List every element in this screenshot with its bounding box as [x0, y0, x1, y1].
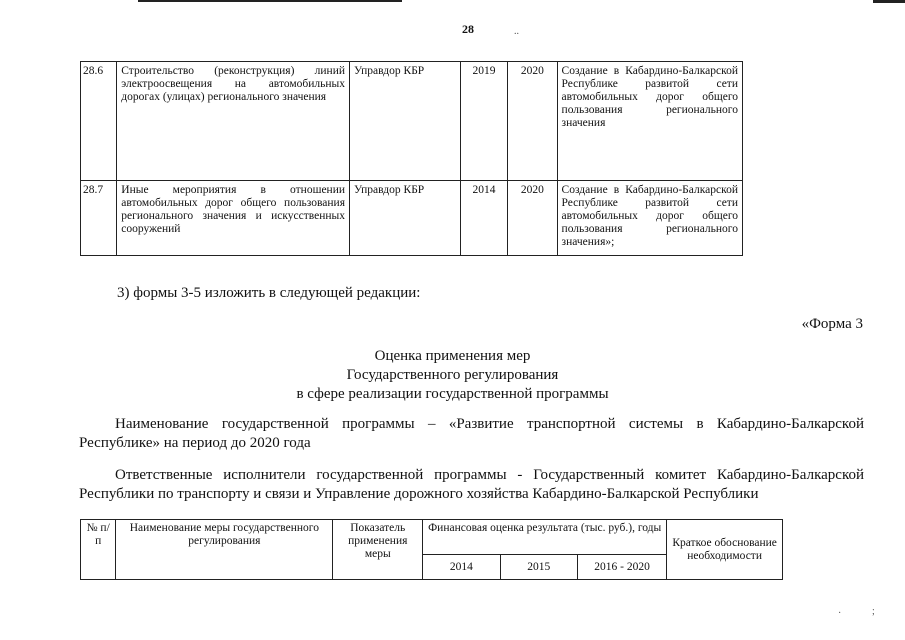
scan-speck: ; [872, 606, 875, 617]
form-label: «Форма 3 [801, 316, 863, 332]
scan-speck: · [838, 608, 842, 619]
measures-table [80, 61, 743, 256]
row-number: 28.6 [81, 62, 117, 181]
top-rule [138, 0, 402, 2]
measure-name: Иные мероприятия в отношении автомобильных дорог общего пользования регионального значения и искусственных сооружений [117, 181, 350, 256]
form-title [0, 347, 905, 404]
header-measure-name: Наименование меры государственного регулирования [116, 520, 333, 580]
header-year: 2014 [423, 555, 500, 580]
intro-text: 3) формы 3-5 изложить в следующей редакции: [117, 285, 421, 301]
title-line: в сфере реализации государственной программы [296, 386, 609, 402]
title-line: Государственного регулирования [346, 367, 559, 383]
responsible-executors: Ответственные исполнители государственной программы - Государственный комитет Кабардино-Балкарской Республики по транспорту и связи и Управление дорожного хозяйства Кабардино-Балкарской Республики [79, 467, 864, 502]
header-row [81, 520, 783, 555]
year-start: 2014 [460, 181, 507, 256]
table-row [81, 62, 743, 181]
title-line: Оценка применения мер [374, 348, 531, 364]
year-start: 2019 [460, 62, 507, 181]
expected-result: Создание в Кабардино-Балкарской Республике развитой сети автомобильных дорог общего пользования регионального значения [557, 62, 742, 181]
year-end: 2020 [508, 181, 557, 256]
year-end: 2020 [508, 62, 557, 181]
top-rule-right [873, 0, 905, 3]
scan-speck: .. [514, 26, 519, 37]
program-name: Наименование государственной программы – «Развитие транспортной системы в Кабардино-Балкарской Республике» на период до 2020 года [79, 416, 864, 451]
header-year: 2016 - 2020 [577, 555, 666, 580]
header-year: 2015 [500, 555, 577, 580]
expected-result: Создание в Кабардино-Балкарской Республике развитой сети автомобильных дорог общего пользования регионального значения»; [557, 181, 742, 256]
page-number: 28 [462, 22, 474, 36]
form-table [80, 519, 783, 580]
header-num: № п/п [81, 520, 116, 580]
measure-name: Строительство (реконструкция) линий электроосвещения на автомобильных дорогах (улицах) регионального значения [117, 62, 350, 181]
header-financial: Финансовая оценка результата (тыс. руб.), годы [423, 520, 667, 555]
executor: Управдор КБР [350, 181, 461, 256]
header-indicator: Показатель применения меры [333, 520, 423, 580]
table-row [81, 181, 743, 256]
row-number: 28.7 [81, 181, 117, 256]
header-justification: Краткое обоснование необходимости [667, 520, 783, 580]
executor: Управдор КБР [350, 62, 461, 181]
